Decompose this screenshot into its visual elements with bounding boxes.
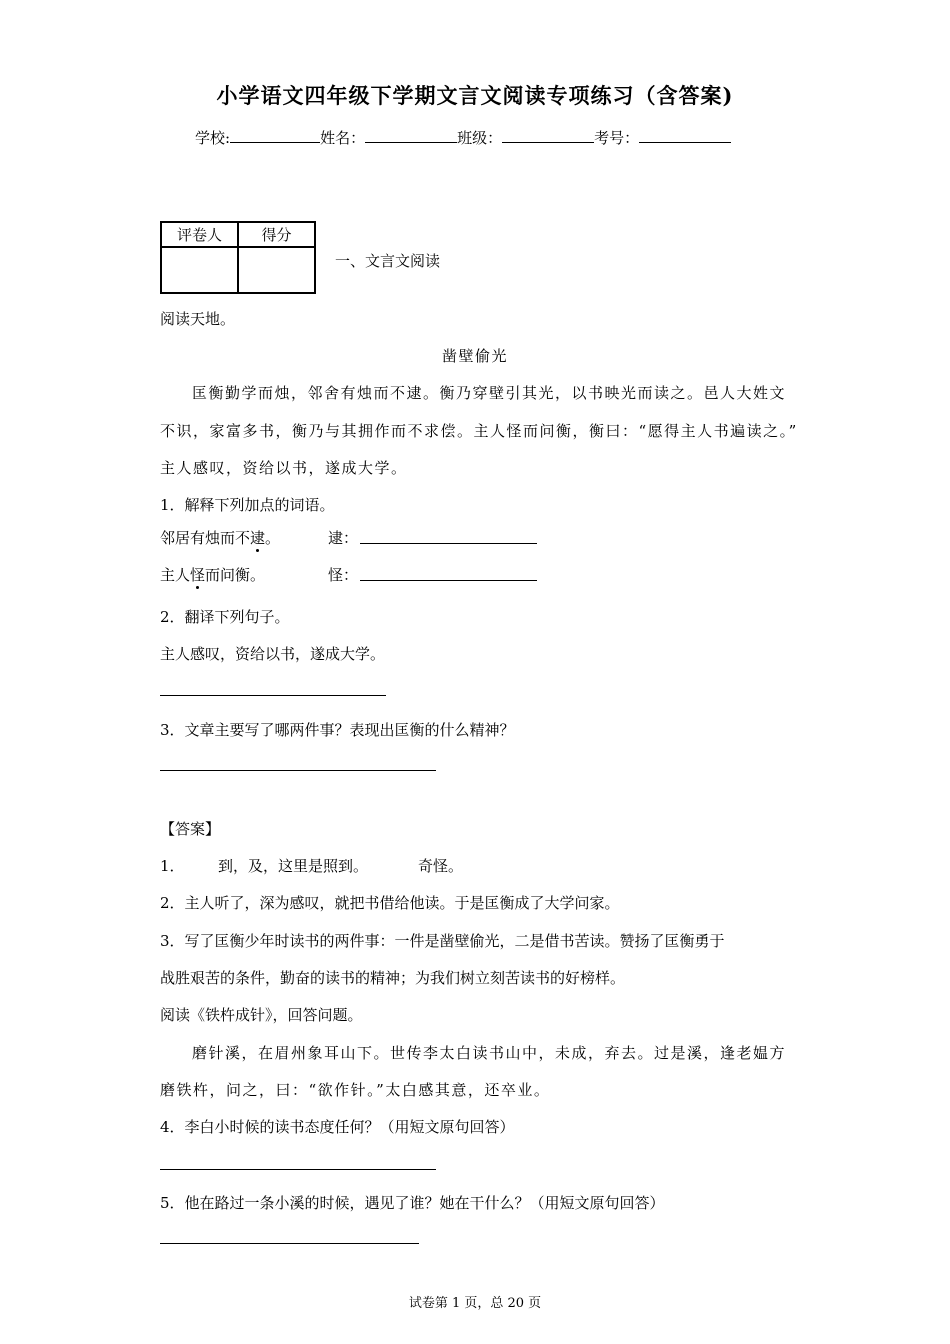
answer-header: 【答案】 [160,820,221,838]
grading-table [160,221,316,294]
answer-3-line: 3．写了匡衡少年时读书的两件事：一件是凿壁偷光，二是借书苦读。赞扬了匡衡勇于 [160,932,725,950]
passage-line: 匡衡勤学而烛，邻舍有烛而不逮。衡乃穿壁引其光，以书映光而读之。邑人大姓文 [192,384,787,402]
class-blank[interactable] [502,128,594,143]
passage-title: 凿壁偷光 [441,347,508,365]
name-blank[interactable] [365,128,457,143]
question-5: 5．他在路过一条小溪的时候，遇见了谁？她在干什么？（用短文原句回答） [160,1194,665,1212]
answer-line[interactable] [160,770,436,771]
question-1-label-1: 逮： [328,529,359,547]
number-label: 考号： [594,129,640,147]
question-2: 2．翻译下列句子。 [160,608,290,626]
answer-line[interactable] [360,580,537,581]
score-header: 得分 [238,222,315,247]
question-2-sentence: 主人感叹，资给以书，遂成大学。 [160,645,386,663]
answer-1-number: 1． [160,857,185,875]
question-3: 3．文章主要写了哪两件事？表现出匡衡的什么精神？ [160,721,515,739]
grader-header: 评卷人 [161,222,238,247]
page-footer: 试卷第 1 页，总 20 页 [408,1296,542,1311]
question-1-label-2: 怪： [328,566,359,584]
number-blank[interactable] [639,128,731,143]
class-label: 班级： [457,129,503,147]
dotted-word: 怪 [190,566,206,584]
answer-line[interactable] [160,1169,436,1170]
question-4: 4．李白小时候的读书态度任何？（用短文原句回答） [160,1118,515,1136]
answer-line[interactable] [160,1243,419,1244]
score-cell[interactable] [238,247,315,293]
question-1-item-1: 邻居有烛而不逮。 [160,529,281,547]
answer-3-line: 战胜艰苦的条件，勤奋的读书的精神；为我们树立刻苦读书的好榜样。 [160,969,626,987]
answer-line[interactable] [160,695,386,696]
school-blank[interactable] [230,128,320,143]
question-1-item-2: 主人怪而问衡。 [160,566,266,584]
passage-line: 磨针溪，在眉州象耳山下。世传李太白读书山中，未成，弃去。过是溪，逢老媪方 [192,1044,787,1062]
grader-cell[interactable] [161,247,238,293]
student-info-row [195,127,731,148]
passage-line: 磨铁杵，问之，曰：“欲作针。”太白感其意，还卒业。 [160,1081,551,1099]
section-heading: 一、文言文阅读 [335,252,441,270]
passage-line: 不识，家富多书，衡乃与其拥作而不求偿。主人怪而问衡，衡曰：“愿得主人书遍读之。” [160,422,798,440]
name-label: 姓名： [320,129,366,147]
school-label: 学校: [195,129,231,147]
passage-line: 主人感叹，资给以书，遂成大学。 [160,459,408,477]
answer-2: 2．主人听了，深为感叹，就把书借给他读。于是匡衡成了大学问家。 [160,894,620,912]
reading-intro-1: 阅读天地。 [160,310,236,328]
page-title: 小学语文四年级下学期文言文阅读专项练习（含答案) [216,83,734,108]
answer-1-part-1: 到，及，这里是照到。 [218,857,369,875]
reading-intro-2: 阅读《铁杵成针》，回答问题。 [160,1006,363,1024]
answer-1-part-2: 奇怪。 [418,857,464,875]
question-1: 1．解释下列加点的词语。 [160,496,335,514]
dotted-word: 逮 [250,529,266,547]
answer-line[interactable] [360,543,537,544]
